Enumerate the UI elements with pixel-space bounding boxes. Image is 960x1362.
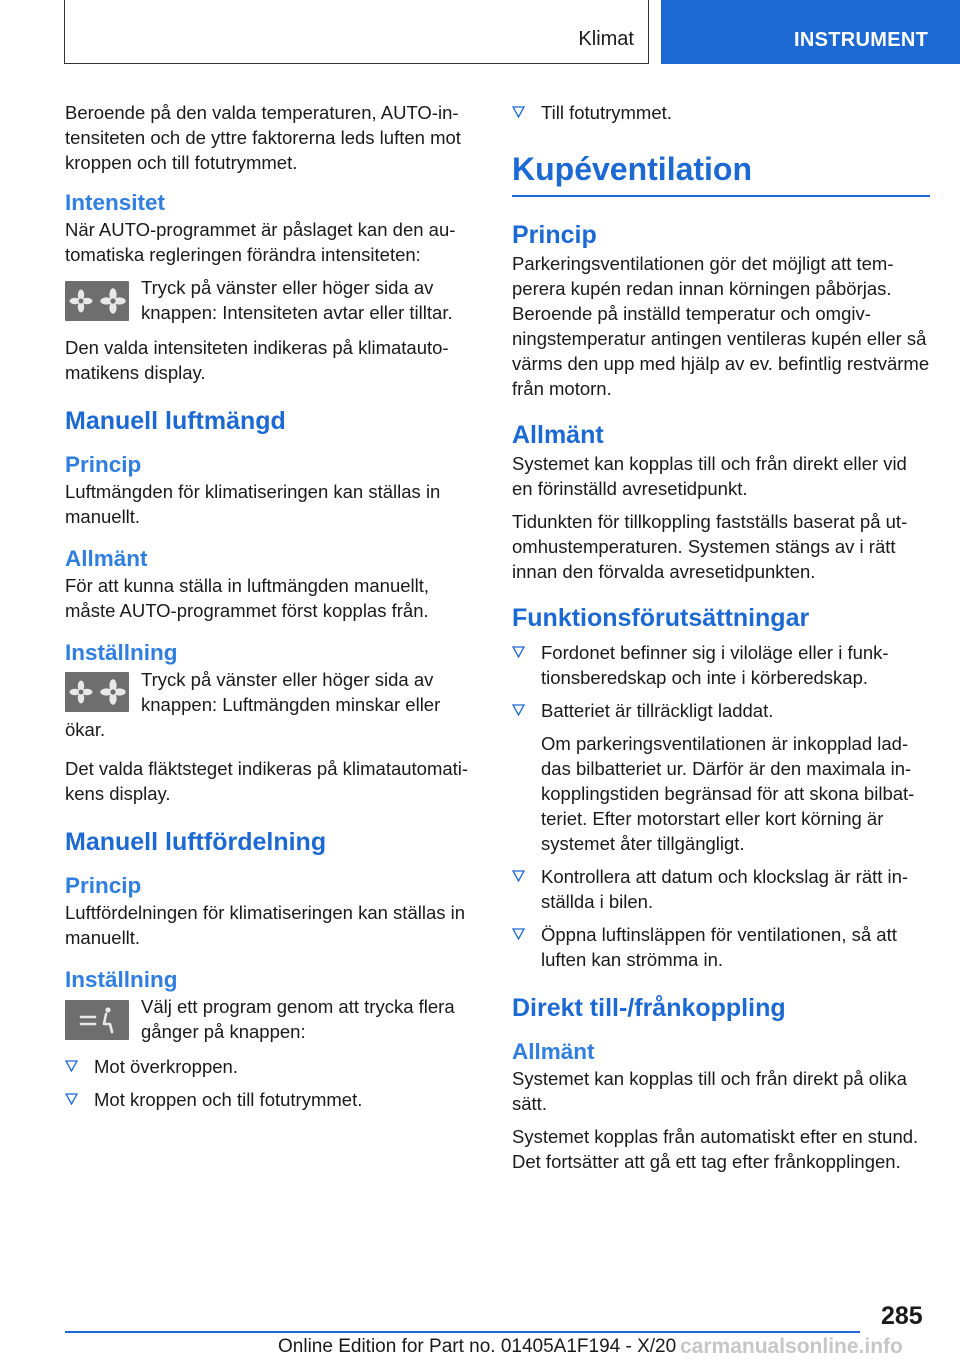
fan-large-icon <box>99 287 127 315</box>
fan-off-button-icon-2 <box>65 672 129 712</box>
heading-kupeventilation: Kupéventilation <box>512 151 753 187</box>
air-distribution-button-icon <box>65 1000 129 1040</box>
bullet-triangle-icon <box>512 704 525 716</box>
heading-intensitet: Intensitet <box>65 190 166 215</box>
luftfordelning-list <box>65 1054 480 1112</box>
fan-off-button-icon <box>65 281 129 321</box>
list-item-text: Mot kroppen och till fotutrymmet. <box>94 1089 363 1110</box>
right-column <box>512 100 930 1182</box>
list-item-text: Till fotutrymmet. <box>541 102 672 123</box>
heading-rule <box>512 195 930 197</box>
direkt-p2: Systemet kopplas från automatiskt efter en stund. Det fortsätter att gå ett tag efter frånkopplingen. <box>512 1126 919 1172</box>
heading-luftfordelning-princip: Princip <box>65 873 142 898</box>
intensitet-paragraph: När AUTO-programmet är påslaget kan den automatiska regleringen förändra intensiteten: <box>65 219 456 265</box>
online-edition-text: Online Edition for Part no. 01405A1F194 - X/20 <box>278 1336 677 1357</box>
intro-paragraph: Beroende på den valda temperaturen, AUTO-intensiteten och de yttre faktorerna leds luften mot kroppen och till fotutrymmet. <box>65 102 461 173</box>
watermark-text: carmanualsonline.info <box>680 1335 903 1358</box>
heading-kupe-allmant: Allmänt <box>512 421 604 449</box>
page-number: 285 <box>881 1302 923 1330</box>
left-column <box>65 100 480 1120</box>
top-bullet-list <box>512 100 930 125</box>
fan-small-icon <box>68 679 94 705</box>
fan-small-icon <box>68 288 94 314</box>
heading-funktionsforutsattningar: Funktionsförutsättningar <box>512 604 810 632</box>
list-item-text: Kontrollera att datum och klockslag är rätt inställda i bilen. <box>541 866 909 912</box>
heading-kupe-princip: Princip <box>512 221 597 249</box>
intensitet-figure <box>65 275 480 325</box>
header-chapter-title: INSTRUMENT <box>794 29 929 51</box>
luftmangd-display-text: Det valda fläktsteget indikeras på klimatautomatikens display. <box>65 758 469 804</box>
heading-direkt-allmant: Allmänt <box>512 1039 595 1064</box>
heading-luftmangd-princip: Princip <box>65 452 142 477</box>
list-item-subtext: Om parkeringsventilationen är inkopplad laddas bilbatteriet ur. Därför är den maximala inkopplingstiden begränsad för att skona bilbatteriet. Efter motorstart eller kort körning är systemet åter tillgängligt. <box>541 733 915 854</box>
luftmangd-installning-text: Tryck på vänster eller höger sida av knappen: Luftmängden minskar eller ökar. <box>65 669 441 740</box>
heading-manuell-luftmangd: Manuell luftmängd <box>65 407 286 435</box>
heading-luftmangd-installning: Inställning <box>65 640 178 665</box>
bullet-triangle-icon <box>512 928 525 940</box>
list-item <box>65 1054 480 1079</box>
fan-large-icon <box>99 678 127 706</box>
list-item <box>65 1087 480 1112</box>
header-chapter-tab <box>661 0 960 64</box>
header-section-title: Klimat <box>578 28 634 50</box>
bullet-triangle-icon <box>512 870 525 882</box>
heading-luftfordelning-installning: Inställning <box>65 967 178 992</box>
list-item <box>512 698 930 856</box>
list-item-text: Mot överkroppen. <box>94 1056 238 1077</box>
luftmangd-figure <box>65 667 480 742</box>
bullet-triangle-icon <box>65 1060 78 1072</box>
direkt-p1: Systemet kan kopplas till och från direkt på olika sätt. <box>512 1068 907 1114</box>
kupe-allmant-p1: Systemet kan kopplas till och från direkt eller vid en förinställd avresetidpunkt. <box>512 453 907 499</box>
luftmangd-allmant-text: För att kunna ställa in luftmängden manuellt, måste AUTO-programmet först kopplas från. <box>65 575 430 621</box>
heading-manuell-luftfordelning: Manuell luftfördelning <box>65 828 327 856</box>
list-item-text: Batteriet är tillräckligt laddat. <box>541 700 774 721</box>
funktionsforutsattningar-list <box>512 640 930 972</box>
kupe-allmant-p2: Tidunkten för tillkoppling fastställs baserat på utomhustemperaturen. Systemen stängs av i rätt innan den förvalda avresetidpunkten. <box>512 511 908 582</box>
list-item-text: Fordonet befinner sig i viloläge eller i funktionsberedskap och inte i körberedskap. <box>541 642 889 688</box>
bullet-triangle-icon <box>512 106 525 118</box>
bullet-triangle-icon <box>512 646 525 658</box>
footer-rule <box>65 1331 860 1333</box>
intensitet-display-paragraph: Den valda intensiteten indikeras på klimatautomatikens display. <box>65 337 449 383</box>
kupe-princip-text: Parkeringsventilationen gör det möjligt att temperera kupén redan innan körningen påbörjas. Beroende på inställd temperatur och omgivningstemperatur antingen ventileras kupén eller så värms den upp med hjälp av ev. befintlig restvärme från motorn. <box>512 253 930 399</box>
seat-airflow-icon <box>77 1005 117 1035</box>
intensitet-figure-text: Tryck på vänster eller höger sida av knappen: Intensiteten avtar eller tilltar. <box>141 277 453 323</box>
luftfordelning-figure <box>65 994 480 1044</box>
list-item <box>512 100 930 125</box>
list-item <box>512 864 930 914</box>
list-item <box>512 922 930 972</box>
luftmangd-princip-text: Luftmängden för klimatiseringen kan ställas in manuellt. <box>65 481 441 527</box>
list-item-text: Öppna luftinsläppen för ventilationen, så att luften kan strömma in. <box>541 924 897 970</box>
bullet-triangle-icon <box>65 1093 78 1105</box>
luftfordelning-installning-text: Välj ett program genom att trycka flera gånger på knappen: <box>141 996 455 1042</box>
header-section-box <box>64 0 649 64</box>
luftfordelning-princip-text: Luftfördelningen för klimatiseringen kan ställas in manuellt. <box>65 902 466 948</box>
heading-luftmangd-allmant: Allmänt <box>65 546 148 571</box>
list-item <box>512 640 930 690</box>
heading-direkt-koppling: Direkt till-/frånkoppling <box>512 994 786 1022</box>
